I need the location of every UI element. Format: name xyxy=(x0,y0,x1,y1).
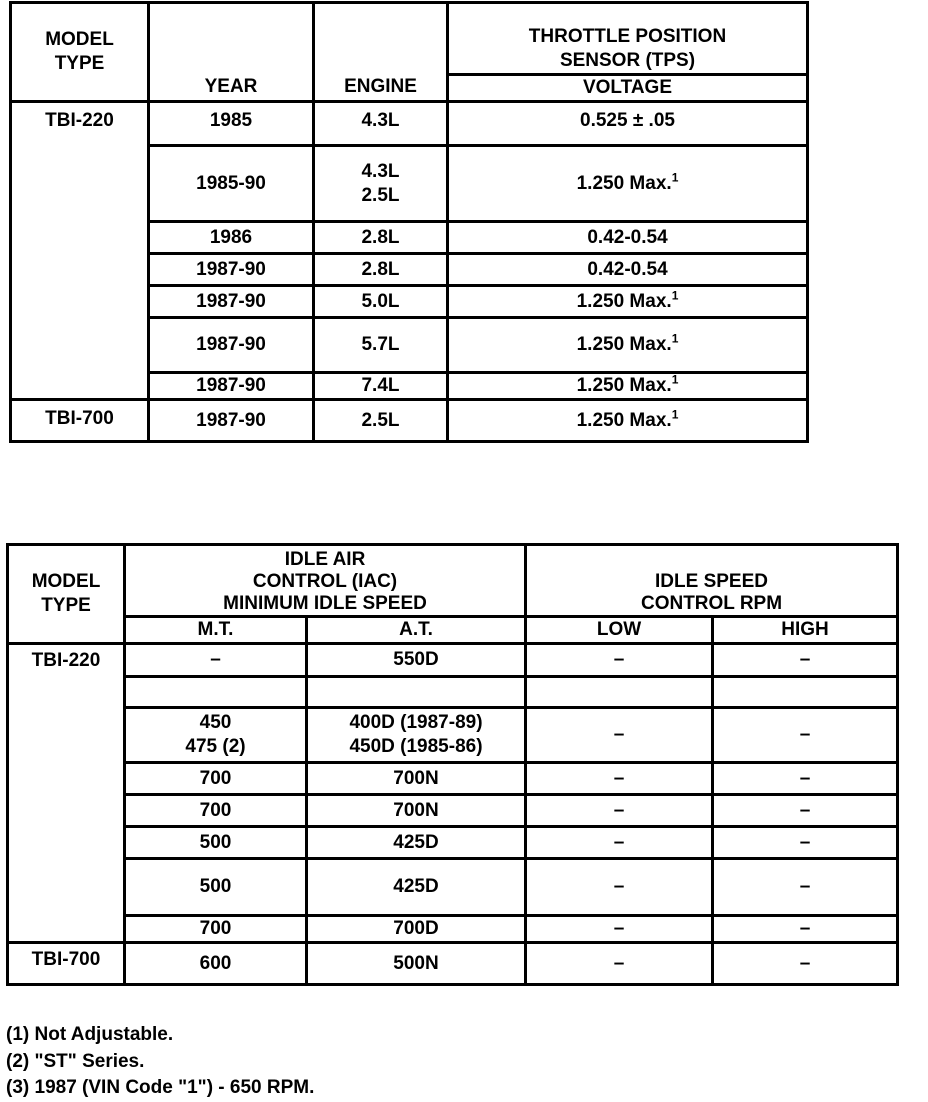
table-cell: 2.8L xyxy=(314,254,448,286)
table-cell: 1987-90 xyxy=(149,286,314,318)
table-cell: 500 xyxy=(125,827,307,859)
table-cell: 2.8L xyxy=(314,222,448,254)
model-type-header: MODEL TYPE xyxy=(8,545,125,644)
table-cell xyxy=(448,286,808,318)
table-cell: – xyxy=(526,859,713,916)
idle-speed-table xyxy=(6,543,899,986)
table-cell: 550D xyxy=(307,644,526,677)
table-cell: 7.4L xyxy=(314,373,448,400)
table-cell: – xyxy=(125,644,307,677)
table-cell: 2.5L xyxy=(314,400,448,442)
table-cell: – xyxy=(713,827,898,859)
table-cell xyxy=(448,373,808,400)
table-cell: 500N xyxy=(307,943,526,985)
table-cell: 1987-90 xyxy=(149,318,314,373)
table-cell xyxy=(448,146,808,222)
table-cell xyxy=(526,677,713,708)
table-cell: TBI-700 xyxy=(8,943,125,985)
footnote-ref: 1 xyxy=(671,170,679,185)
table-cell: 700 xyxy=(125,916,307,943)
table-cell: 425D xyxy=(307,827,526,859)
model-type-header: MODEL TYPE xyxy=(11,3,149,102)
table-cell xyxy=(448,318,808,373)
engine-header: ENGINE xyxy=(314,75,448,102)
iac-title-header: IDLE AIR CONTROL (IAC) MINIMUM IDLE SPEED xyxy=(125,545,526,617)
table-cell: 1987-90 xyxy=(149,373,314,400)
table-cell: 600 xyxy=(125,943,307,985)
voltage-value: 1.250 Max. xyxy=(576,172,672,194)
table-cell: 700N xyxy=(307,795,526,827)
table-cell: 500 xyxy=(125,859,307,916)
table-cell: – xyxy=(526,827,713,859)
table-cell xyxy=(448,400,808,442)
table-cell: 700 xyxy=(125,795,307,827)
table-cell: 425D xyxy=(307,859,526,916)
table-cell: 700 xyxy=(125,763,307,795)
table-cell: 400D (1987-89) 450D (1985-86) xyxy=(307,708,526,763)
table-cell: – xyxy=(526,795,713,827)
table-cell: 5.0L xyxy=(314,286,448,318)
table-cell: 1986 xyxy=(149,222,314,254)
table-cell: – xyxy=(713,795,898,827)
table-cell: 700D xyxy=(307,916,526,943)
footnote-ref: 1 xyxy=(671,288,679,303)
table-cell: 4.3L xyxy=(314,102,448,146)
mt-header: M.T. xyxy=(125,617,307,644)
table-cell: TBI-700 xyxy=(11,400,149,442)
table-cell: TBI-220 xyxy=(11,102,149,400)
table-cell: 1985-90 xyxy=(149,146,314,222)
at-header: A.T. xyxy=(307,617,526,644)
table-cell: – xyxy=(713,916,898,943)
table-cell: – xyxy=(526,644,713,677)
table-cell: 4.3L 2.5L xyxy=(314,146,448,222)
table-cell: – xyxy=(526,708,713,763)
voltage-value: 1.250 Max. xyxy=(576,409,672,431)
footnote-3: (3) 1987 (VIN Code "1") - 650 RPM. xyxy=(6,1077,315,1098)
table-cell: 700N xyxy=(307,763,526,795)
table-cell xyxy=(307,677,526,708)
isc-title-header: IDLE SPEED CONTROL RPM xyxy=(526,545,898,617)
voltage-value: 1.250 Max. xyxy=(576,290,672,312)
table-cell: 450 475 (2) xyxy=(125,708,307,763)
table-cell: – xyxy=(713,644,898,677)
voltage-header: VOLTAGE xyxy=(448,75,808,102)
footnote-ref: 1 xyxy=(671,331,679,346)
table-cell: – xyxy=(713,859,898,916)
table-cell: – xyxy=(713,708,898,763)
footnote-ref: 1 xyxy=(671,407,679,422)
table-cell xyxy=(713,677,898,708)
footnote-ref: 1 xyxy=(671,372,679,387)
table-cell: – xyxy=(526,916,713,943)
voltage-value: 1.250 Max. xyxy=(576,375,672,396)
tps-title-header: THROTTLE POSITION SENSOR (TPS) xyxy=(448,3,808,75)
low-header: LOW xyxy=(526,617,713,644)
table-cell: – xyxy=(526,943,713,985)
table-cell xyxy=(125,677,307,708)
table-cell: TBI-220 xyxy=(8,644,125,943)
year-header: YEAR xyxy=(149,75,314,102)
tps-voltage-table xyxy=(9,1,809,443)
table-cell: 1987-90 xyxy=(149,400,314,442)
table-cell: – xyxy=(713,763,898,795)
table-cell: 0.42-0.54 xyxy=(448,222,808,254)
table-cell: – xyxy=(526,763,713,795)
table-cell: 1987-90 xyxy=(149,254,314,286)
voltage-value: 1.250 Max. xyxy=(576,334,672,355)
footnote-1: (1) Not Adjustable. xyxy=(6,1024,174,1045)
table-cell: 0.525 ± .05 xyxy=(448,102,808,146)
table-cell: 0.42-0.54 xyxy=(448,254,808,286)
table-cell: 5.7L xyxy=(314,318,448,373)
table-cell: – xyxy=(713,943,898,985)
high-header: HIGH xyxy=(713,617,898,644)
footnote-2: (2) "ST" Series. xyxy=(6,1051,145,1072)
table-cell: 1985 xyxy=(149,102,314,146)
